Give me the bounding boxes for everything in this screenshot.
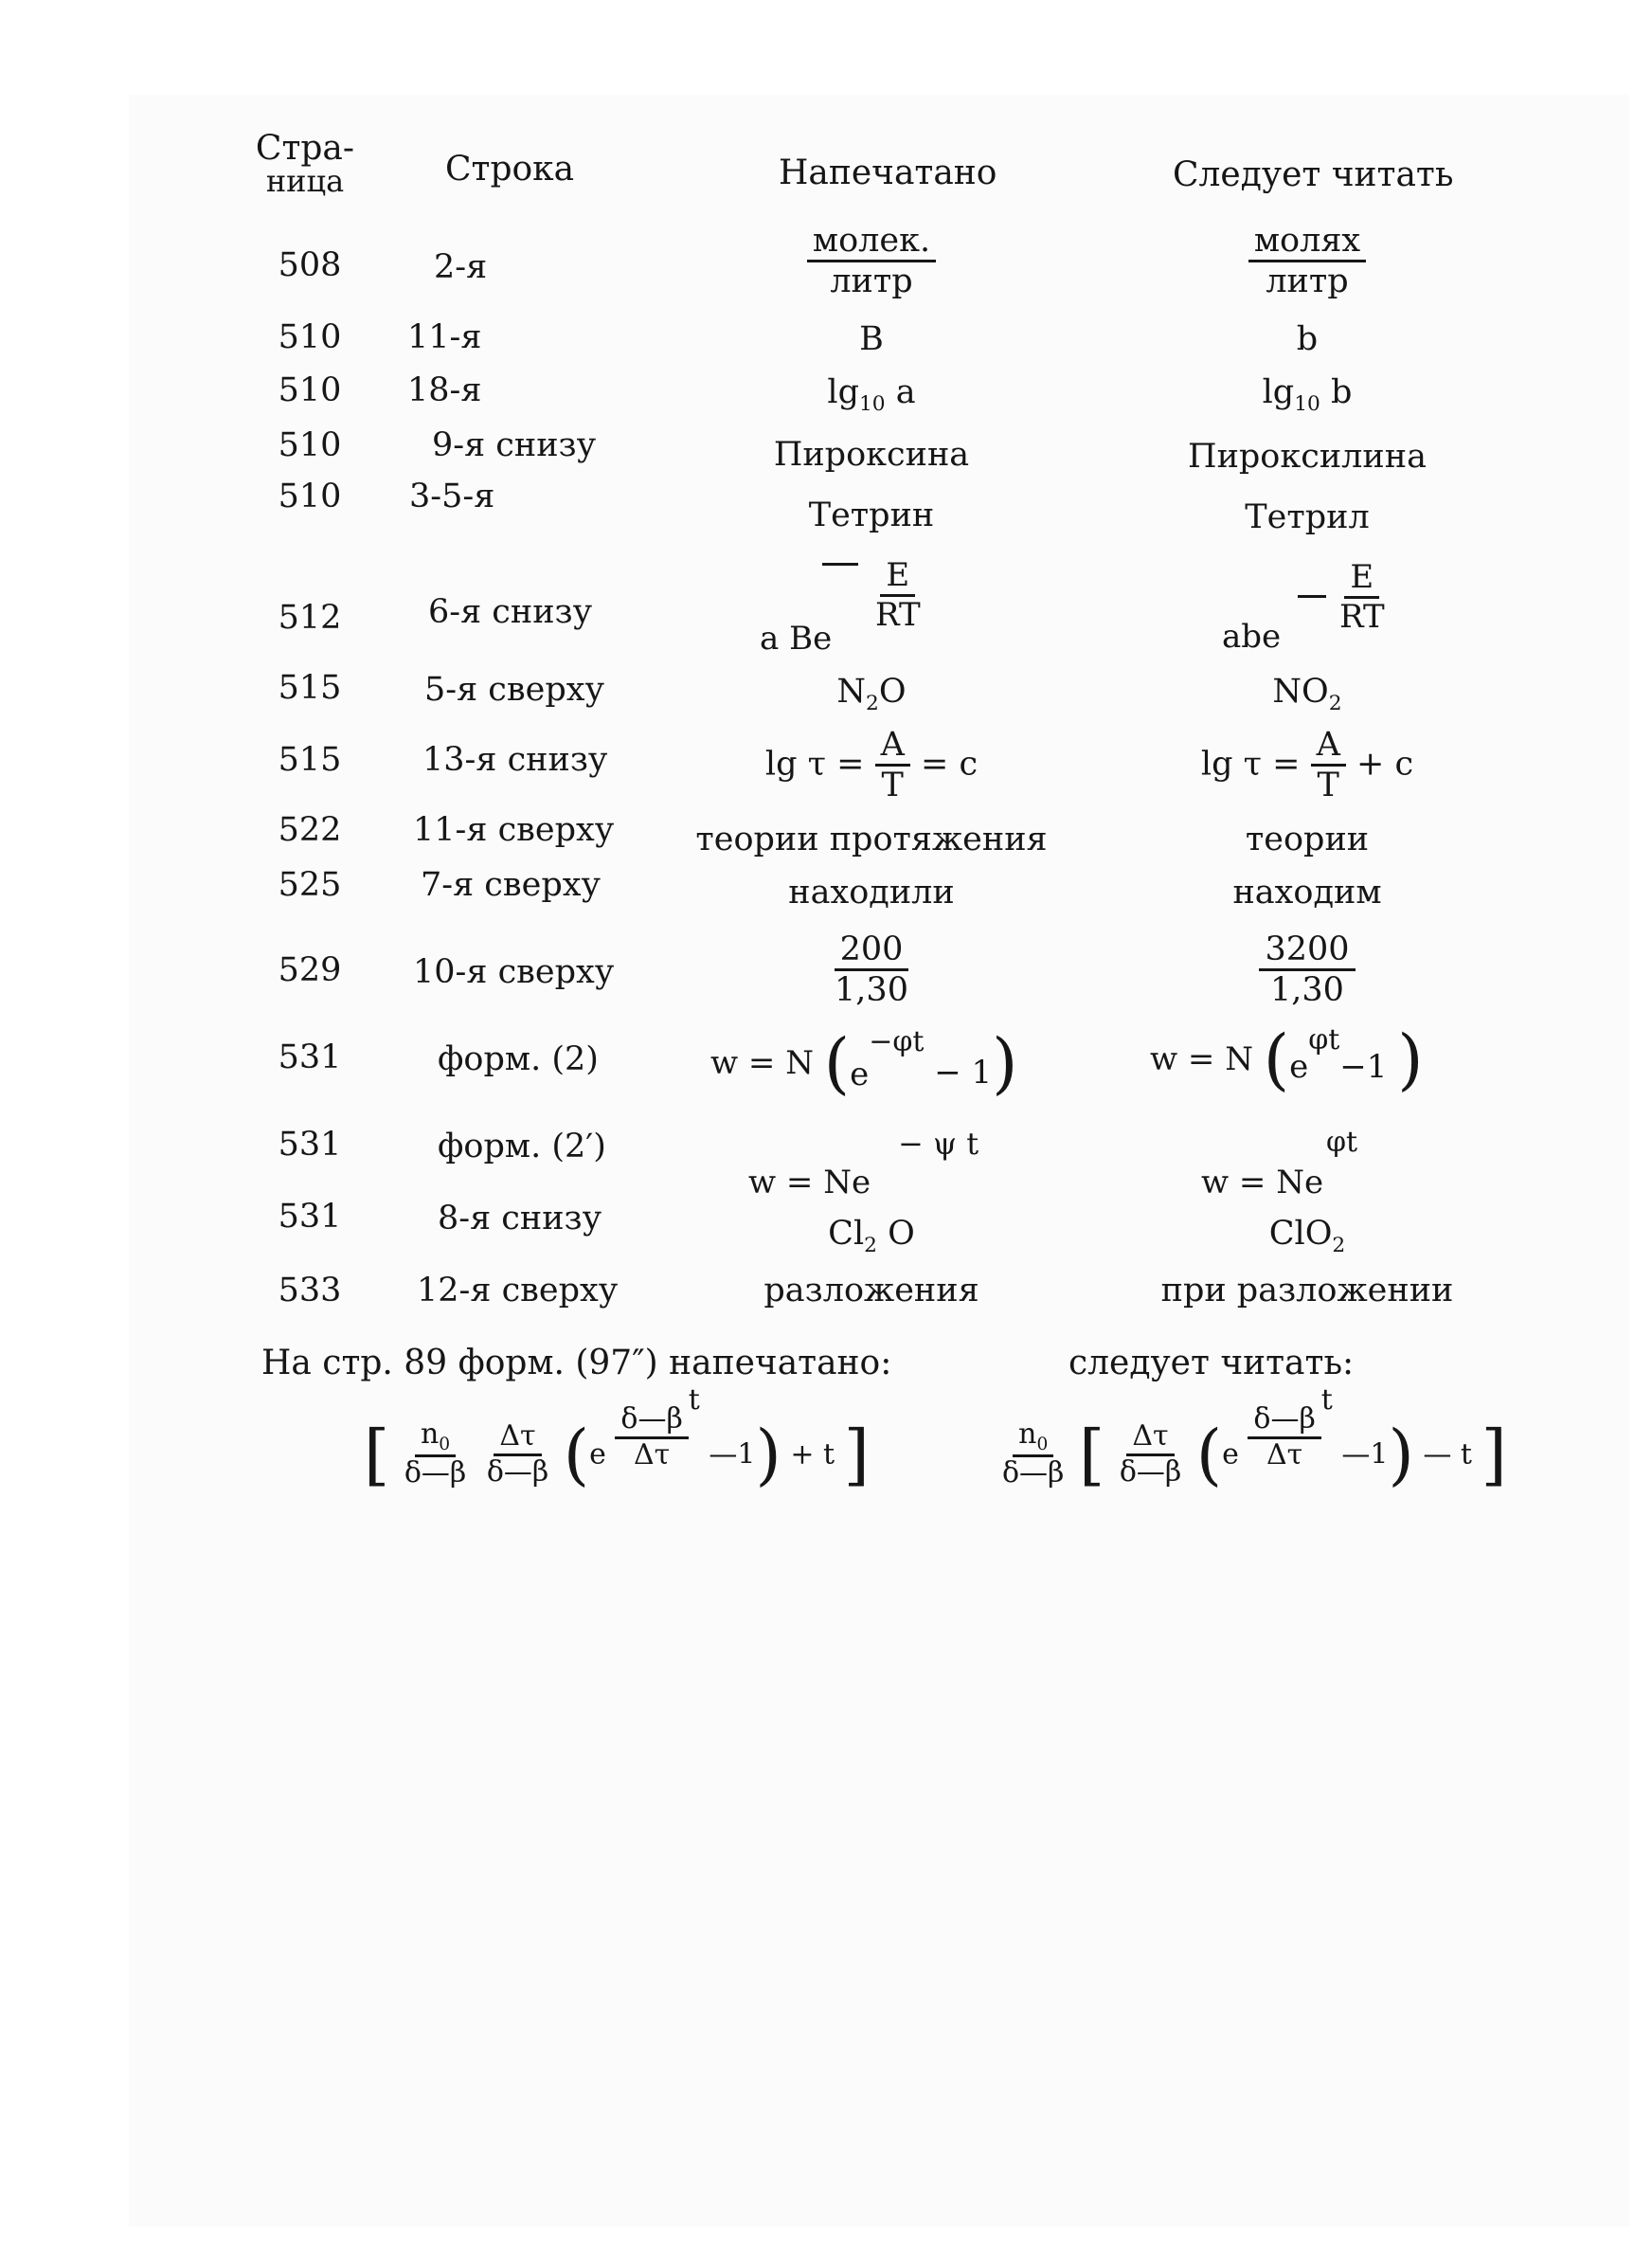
row-522-line: 11-я сверху [413, 811, 615, 849]
row-508-correct-num: молях [1248, 222, 1366, 262]
row-512-correct-base: abe [1222, 618, 1282, 656]
row-508-line: 2-я [434, 248, 488, 286]
row-531a-printed [710, 1024, 1018, 1102]
formula-printed-n0: $n_0$ [415, 1418, 456, 1457]
row-510b-correct-base: lg [1262, 373, 1295, 411]
row-512-printed-minus [822, 563, 858, 566]
row-515a-correct [1108, 673, 1506, 715]
row-531a-page: 531 [278, 1038, 342, 1076]
row-515b-printed-den: T [881, 767, 904, 805]
row-512-correct-exp-den: RT [1339, 598, 1385, 637]
row-529-printed-den: 1,30 [835, 971, 908, 1010]
formula-printed-dt: Δτ [494, 1420, 541, 1456]
row-522-page: 522 [278, 811, 342, 849]
row-510c-page: 510 [278, 426, 342, 464]
row-531c-correct [1108, 1215, 1506, 1257]
row-510a-correct: b [1296, 320, 1319, 358]
row-510d-page: 510 [278, 478, 342, 515]
formula-printed-exp [615, 1403, 688, 1472]
row-515b-printed-num: A [875, 726, 910, 767]
row-510b-printed-arg: a [895, 373, 916, 411]
formula-correct-rbracket: ] [1481, 1416, 1507, 1493]
row-531c-line: 8-я снизу [438, 1200, 602, 1237]
row-522-printed: теории протяжения [695, 821, 1048, 858]
formula-printed-e: e [589, 1437, 606, 1472]
row-533-printed: разложения [763, 1272, 979, 1309]
row-510b-correct-arg: b [1330, 373, 1353, 411]
row-512-printed-base: a Be [760, 620, 833, 658]
row-531b-correct-exp: φt [1326, 1126, 1358, 1159]
row-531a-correct-lparen: ( [1263, 1020, 1290, 1098]
row-533-line: 12-я сверху [417, 1272, 619, 1309]
row-531a-correct-tail: −1 [1339, 1048, 1388, 1086]
footnote-right: следует читать: [1068, 1344, 1355, 1382]
row-531a-correct [1150, 1020, 1424, 1098]
row-510c-line: 9-я снизу [432, 426, 597, 464]
row-531b-line: форм. (2′) [438, 1128, 606, 1165]
formula-correct-lbracket: [ [1078, 1416, 1105, 1493]
row-515b-correct-rhs: + c [1356, 745, 1414, 784]
row-512-correct-minus [1298, 595, 1326, 598]
header-correct: Следует читать [1173, 155, 1454, 194]
formula-printed-lbracket: [ [364, 1416, 390, 1493]
row-531b-printed-base: w = Ne [748, 1164, 871, 1201]
row-531a-correct-e: e [1289, 1048, 1309, 1086]
row-515a-page: 515 [278, 669, 342, 707]
row-512-correct-exp [1334, 559, 1391, 636]
row-510a-line: 11-я [407, 318, 482, 356]
row-531a-printed-tail: − 1 [934, 1054, 993, 1092]
row-508-printed-num: молек. [807, 222, 936, 262]
row-508-correct-den: литр [1266, 262, 1349, 301]
formula-printed-db2: δ—β [486, 1454, 549, 1489]
row-510c-printed: Пироксина [773, 436, 970, 474]
row-512-correct-exp-num: E [1344, 559, 1379, 599]
row-529-page: 529 [278, 951, 342, 989]
row-531a-printed-lhs: w = N [710, 1044, 814, 1082]
formula-correct-n0: $n_0$ [1013, 1418, 1053, 1457]
row-510b-printed-base: lg [827, 373, 859, 411]
formula-printed-exp-den: Δτ [633, 1437, 671, 1472]
row-531a-printed-exp: −φt [869, 1025, 925, 1058]
row-515a-printed-sub: 2 [866, 692, 879, 715]
row-510b-correct-sub: 10 [1294, 392, 1320, 416]
formula-correct-exp-den: Δτ [1266, 1437, 1303, 1472]
header-printed: Напечатано [779, 153, 997, 192]
formula-correct-db1: δ—β [1002, 1456, 1065, 1490]
row-515a-correct-sub: 2 [1328, 692, 1342, 715]
row-510d-correct: Тетрил [1245, 498, 1370, 536]
formula-printed-lparen: ( [563, 1416, 590, 1493]
row-525-correct: находим [1232, 874, 1382, 912]
row-512-printed-exp-den: RT [875, 596, 921, 635]
row-510a-page: 510 [278, 318, 342, 356]
row-525-printed: находили [788, 874, 955, 912]
row-510b-printed [663, 373, 1080, 416]
row-515b-printed-rhs: = c [921, 745, 979, 784]
row-531c-printed-a: Cl [828, 1215, 865, 1253]
formula-printed-rbracket: ] [843, 1416, 870, 1493]
header-page-line1: Стра- [255, 129, 355, 168]
row-512-printed-exp-num: E [880, 557, 915, 597]
header-line: Строка [445, 150, 575, 189]
formula-printed-db1: δ—β [404, 1456, 467, 1490]
row-515b-correct [1108, 726, 1506, 805]
footnote-left: На стр. 89 форм. (97″) напечатано: [261, 1344, 892, 1382]
row-522-correct: теории [1245, 821, 1370, 858]
row-531b-correct-base: w = Ne [1201, 1164, 1324, 1201]
row-531a-printed-rparen: ) [992, 1024, 1018, 1102]
row-515a-line: 5-я сверху [424, 671, 605, 709]
header-page [248, 129, 362, 199]
row-525-page: 525 [278, 866, 342, 904]
formula-correct-exp-t: t [1320, 1383, 1333, 1417]
formula-correct-lparen: ( [1195, 1416, 1223, 1493]
row-531c-correct-a: ClO [1268, 1215, 1333, 1253]
row-531c-printed [663, 1215, 1080, 1257]
row-531c-printed-b: O [888, 1215, 915, 1253]
formula-printed-rparen: ) [755, 1416, 781, 1493]
formula-correct-e: e [1222, 1437, 1239, 1472]
row-515a-printed-b: O [878, 673, 907, 711]
row-531b-printed-exp: − ψ t [898, 1126, 979, 1162]
row-510b-printed-sub: 10 [858, 392, 886, 416]
formula-correct-db2: δ—β [1119, 1454, 1182, 1489]
row-510d-printed: Тетрин [808, 497, 935, 534]
row-531c-correct-sub: 2 [1332, 1234, 1346, 1257]
row-512-line: 6-я снизу [428, 593, 593, 631]
row-515b-correct-num: A [1311, 726, 1346, 767]
row-508-correct [1108, 222, 1506, 301]
row-533-page: 533 [278, 1272, 342, 1309]
formula-correct-minus-one: —1 [1341, 1437, 1389, 1472]
row-515a-correct-a: NO [1272, 673, 1329, 711]
row-508-page: 508 [278, 246, 342, 284]
row-515b-correct-lhs: lg τ = [1200, 745, 1301, 784]
formula-correct-minus-t: — t [1423, 1437, 1472, 1472]
row-510a-printed: B [859, 320, 884, 358]
row-531a-printed-lparen: ( [823, 1024, 851, 1102]
formula-printed-minus-one: —1 [709, 1437, 756, 1472]
row-515a-printed-a: N [836, 673, 867, 711]
formula-correct-exp-num: δ—β [1248, 1403, 1320, 1439]
row-531a-correct-rparen: ) [1397, 1020, 1424, 1098]
formula-correct-dt: Δτ [1126, 1420, 1174, 1456]
row-529-line: 10-я сверху [413, 953, 615, 991]
row-510b-line: 18-я [407, 371, 482, 409]
row-531c-printed-sub: 2 [864, 1234, 877, 1257]
header-page-line2: ница [265, 163, 345, 199]
row-525-line: 7-я сверху [421, 866, 602, 904]
row-515b-line: 13-я снизу [422, 741, 608, 779]
row-533-correct: при разложении [1160, 1272, 1454, 1309]
row-510b-correct [1108, 373, 1506, 416]
formula-printed-plus-t: + t [790, 1437, 835, 1472]
row-512-page: 512 [278, 599, 342, 637]
formula-correct-exp [1248, 1403, 1320, 1472]
row-529-correct [1108, 930, 1506, 1010]
row-529-printed [663, 930, 1080, 1010]
row-515b-page: 515 [278, 741, 342, 779]
row-515b-correct-den: T [1317, 767, 1339, 805]
row-510c-correct: Пироксилина [1188, 438, 1427, 476]
row-529-correct-den: 1,30 [1270, 971, 1344, 1010]
formula-printed [364, 1383, 870, 1493]
row-529-correct-num: 3200 [1259, 930, 1355, 971]
row-515a-printed [663, 673, 1080, 715]
formula-printed-exp-t: t [688, 1383, 700, 1417]
formula-correct-rparen: ) [1388, 1416, 1414, 1493]
row-508-printed [663, 222, 1080, 301]
row-512-printed-exp [870, 557, 926, 634]
row-508-printed-den: литр [830, 262, 913, 301]
row-531a-correct-exp: φt [1308, 1023, 1340, 1056]
row-515b-printed [663, 726, 1080, 805]
row-531c-page: 531 [278, 1198, 342, 1236]
formula-correct [997, 1383, 1507, 1493]
row-531a-line: форм. (2) [438, 1040, 599, 1078]
row-531a-printed-e: e [850, 1056, 870, 1093]
row-529-printed-num: 200 [835, 930, 909, 971]
row-510b-page: 510 [278, 371, 342, 409]
formula-printed-exp-num: δ—β [615, 1403, 688, 1439]
row-515b-printed-lhs: lg τ = [764, 745, 865, 784]
row-531b-page: 531 [278, 1126, 342, 1164]
row-510d-line: 3-5-я [409, 478, 495, 515]
row-531a-correct-lhs: w = N [1150, 1040, 1253, 1078]
